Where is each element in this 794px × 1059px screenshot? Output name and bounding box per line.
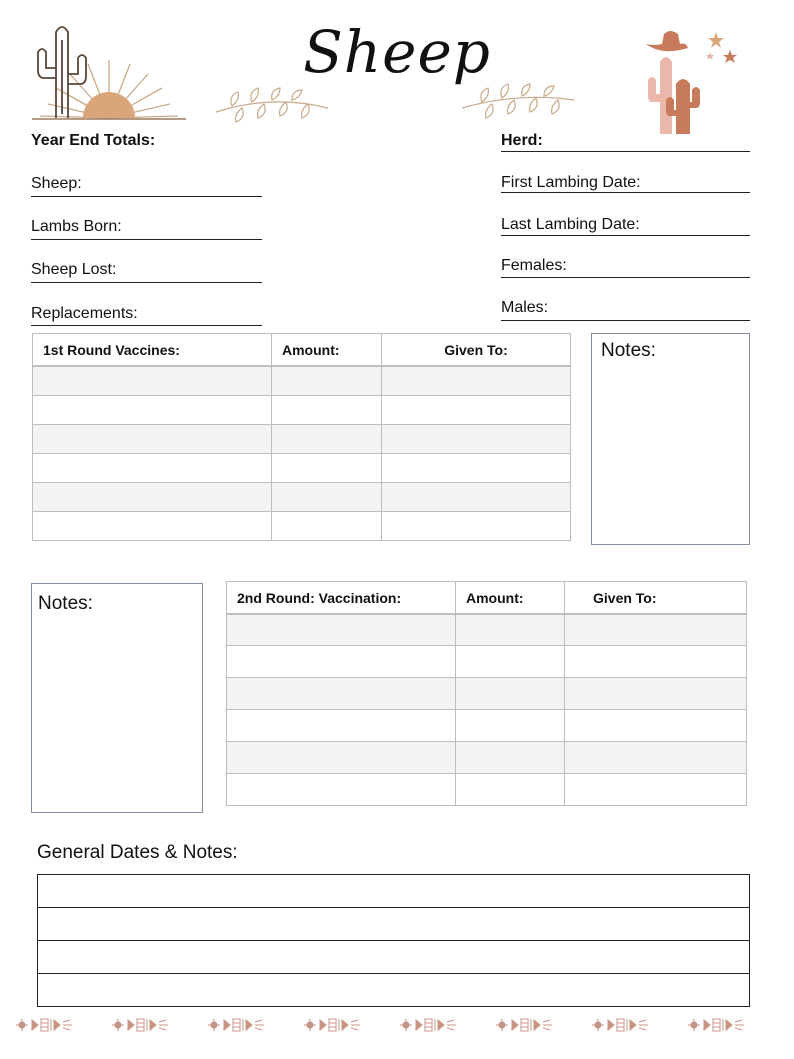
sheep-lost-label: Sheep Lost:: [31, 261, 117, 278]
table-row: [227, 678, 747, 710]
table-row: [33, 483, 571, 512]
second-round-vaccination-table: [226, 581, 747, 806]
last-lambing-line[interactable]: [501, 235, 750, 236]
col-given-to-header: Given To:: [382, 334, 571, 367]
table-cell[interactable]: [227, 742, 456, 774]
table-cell[interactable]: [565, 710, 747, 742]
table-row: [33, 396, 571, 425]
herd-label: Herd:: [501, 132, 543, 149]
table-cell[interactable]: [382, 425, 571, 454]
table-header-row: [227, 582, 747, 615]
notes-box-left[interactable]: [31, 583, 203, 813]
table-row: [33, 366, 571, 396]
table-cell[interactable]: [456, 614, 565, 646]
lambs-born-label: Lambs Born:: [31, 218, 122, 235]
table-cell[interactable]: [272, 396, 382, 425]
table-cell[interactable]: [272, 366, 382, 396]
last-lambing-label: Last Lambing Date:: [501, 216, 640, 233]
table-cell[interactable]: [33, 425, 272, 454]
general-notes-label: General Dates & Notes:: [37, 842, 238, 863]
table-row: [227, 646, 747, 678]
table-cell[interactable]: [272, 425, 382, 454]
table-cell[interactable]: [456, 774, 565, 806]
table-cell[interactable]: [382, 454, 571, 483]
table-cell[interactable]: [33, 396, 272, 425]
table-cell[interactable]: [272, 512, 382, 541]
col-amount-header: Amount:: [272, 334, 382, 367]
table-cell[interactable]: [382, 483, 571, 512]
table-row: [227, 774, 747, 806]
table-row: [227, 614, 747, 646]
males-line[interactable]: [501, 320, 750, 321]
table-cell[interactable]: [272, 454, 382, 483]
table-cell[interactable]: [33, 366, 272, 396]
general-notes-line[interactable]: [38, 974, 749, 1006]
notes-label: Notes:: [601, 340, 656, 361]
replacements-label: Replacements:: [31, 305, 138, 322]
table-cell[interactable]: [456, 646, 565, 678]
replacements-line[interactable]: [31, 325, 262, 326]
table-row: [33, 512, 571, 541]
table-cell[interactable]: [382, 512, 571, 541]
left-branch-illustration: [212, 82, 332, 126]
first-round-vaccines-table: [32, 333, 571, 541]
col-amount-header: Amount:: [456, 582, 565, 615]
sheep-label: Sheep:: [31, 175, 82, 192]
footer-pattern-illustration: [14, 1014, 780, 1036]
table-cell[interactable]: [382, 366, 571, 396]
sheep-lost-line[interactable]: [31, 282, 262, 283]
table-cell[interactable]: [33, 454, 272, 483]
females-line[interactable]: [501, 277, 750, 278]
table-row: [33, 454, 571, 483]
page-title: Sheep: [303, 18, 491, 86]
general-notes-line[interactable]: [38, 908, 749, 941]
table-row: [227, 710, 747, 742]
sheep-line[interactable]: [31, 196, 262, 197]
table-cell[interactable]: [456, 710, 565, 742]
table-cell[interactable]: [565, 678, 747, 710]
females-label: Females:: [501, 257, 567, 274]
table-cell[interactable]: [565, 614, 747, 646]
col-vaccination-header: 2nd Round: Vaccination:: [227, 582, 456, 615]
year-end-totals-heading: Year End Totals:: [31, 132, 156, 149]
general-notes-box: [37, 874, 750, 1007]
table-cell[interactable]: [227, 614, 456, 646]
table-cell[interactable]: [565, 774, 747, 806]
table-cell[interactable]: [227, 678, 456, 710]
table-cell[interactable]: [456, 678, 565, 710]
males-label: Males:: [501, 299, 549, 316]
herd-line[interactable]: [501, 151, 750, 152]
general-notes-line[interactable]: [38, 941, 749, 974]
table-cell[interactable]: [382, 396, 571, 425]
first-lambing-label: First Lambing Date:: [501, 174, 641, 191]
table-cell[interactable]: [565, 646, 747, 678]
table-cell[interactable]: [227, 710, 456, 742]
right-branch-illustration: [458, 80, 578, 124]
notes-box-right[interactable]: [591, 333, 750, 545]
table-cell[interactable]: [456, 742, 565, 774]
table-cell[interactable]: [227, 774, 456, 806]
general-notes-line[interactable]: [38, 875, 749, 908]
table-cell[interactable]: [227, 646, 456, 678]
table-cell[interactable]: [33, 512, 272, 541]
table-cell[interactable]: [33, 483, 272, 512]
table-row: [227, 742, 747, 774]
lambs-born-line[interactable]: [31, 239, 262, 240]
first-lambing-line[interactable]: [501, 192, 750, 193]
col-vaccines-header: 1st Round Vaccines:: [33, 334, 272, 367]
table-cell[interactable]: [272, 483, 382, 512]
table-cell[interactable]: [565, 742, 747, 774]
table-row: [33, 425, 571, 454]
table-header-row: [33, 334, 571, 367]
col-given-to-header: Given To:: [565, 582, 747, 615]
notes-label: Notes:: [38, 593, 93, 614]
